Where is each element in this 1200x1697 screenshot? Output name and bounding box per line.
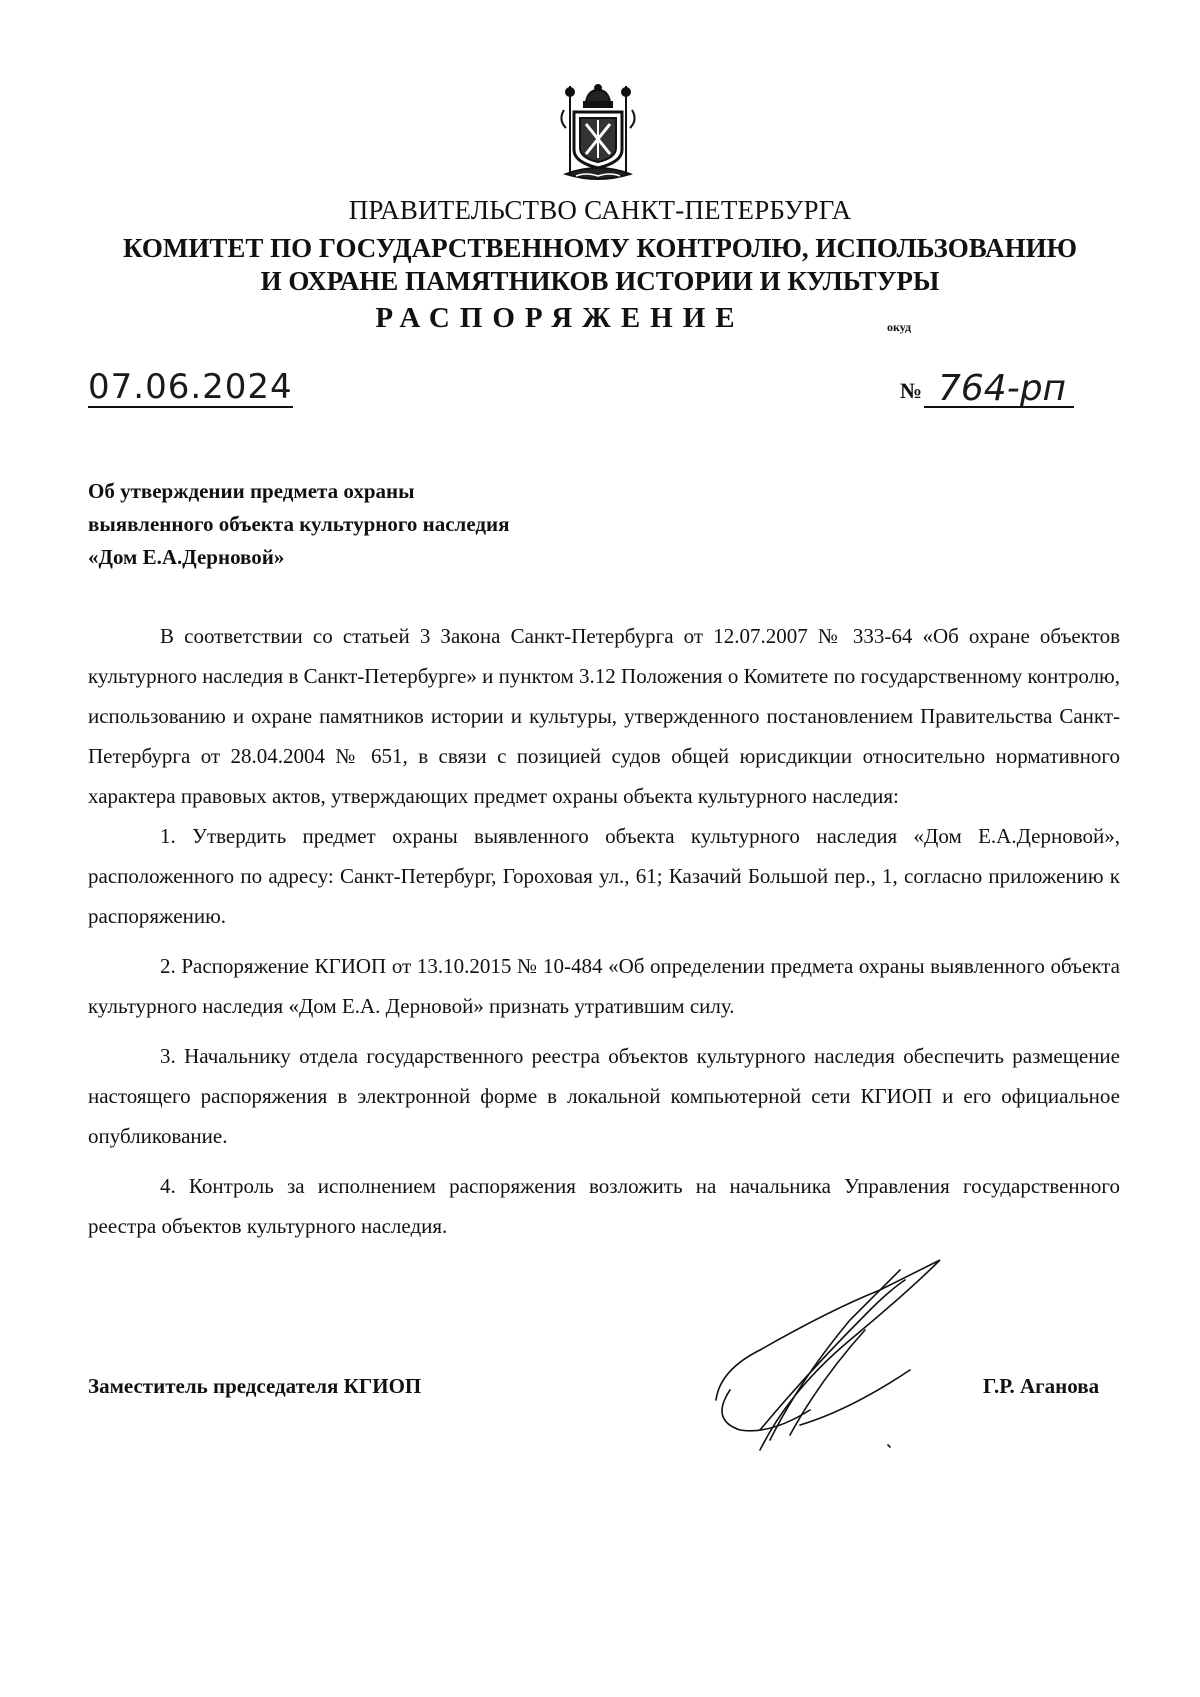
- committee-name: [0, 232, 1200, 298]
- body-item-1: 1. Утвердить предмет охраны выявленного объекта культурного наследия «Дом Е.А.Дерновой», расположенного по адресу: Санкт-Петербург, Гороховая ул., 61; Казачий Большой пер., 1, согласно приложению к распоряжению.: [88, 824, 1120, 928]
- body-item-2: 2. Распоряжение КГИОП от 13.10.2015 № 10-484 «Об определении предмета охраны выявленного объекта культурного наследия «Дом Е.А. Дерновой» признать утратившим силу.: [88, 954, 1120, 1018]
- number-sign: №: [900, 378, 923, 403]
- signer-title: Заместитель председателя КГИОП: [88, 1374, 422, 1398]
- committee-name-line1: КОМИТЕТ ПО ГОСУДАРСТВЕННОМУ КОНТРОЛЮ, ИСПОЛЬЗОВАНИЮ: [123, 233, 1077, 263]
- body-intro-paragraph: В соответствии со статьей 3 Закона Санкт-Петербурга от 12.07.2007 № 333-64 «Об охране объектов культурного наследия в Санкт-Петербурге» и пунктом 3.12 Положения о Комитете по государственному контролю, использованию и охране памятников истории и культуры, утвержденного постановлением Правительства Санкт-Петербурга от 28.04.2004 № 651, в связи с позицией судов общей юрисдикции относительно нормативного характера правовых актов, утверждающих предмет охраны объекта культурного наследия:: [88, 624, 1120, 808]
- government-name: ПРАВИТЕЛЬСТВО САНКТ-ПЕТЕРБУРГА: [348, 195, 852, 225]
- document-type: РАСПОРЯЖЕНИЕ: [375, 302, 745, 334]
- body-item-4: 4. Контроль за исполнением распоряжения возложить на начальника Управления государственного реестра объектов культурного наследия.: [88, 1174, 1120, 1238]
- document-number-block: [900, 370, 1080, 410]
- body-item-3: 3. Начальнику отдела государственного реестра объектов культурного наследия обеспечить размещение настоящего распоряжения в электронной форме в локальной компьютерной сети КГИОП и его официальное опубликование.: [88, 1044, 1120, 1148]
- document-number: 764-рп: [938, 368, 1067, 409]
- okud-label: окуд: [887, 320, 912, 334]
- handwritten-signature: [700, 1250, 960, 1470]
- subject-line2: выявленного объекта культурного наследия: [88, 512, 510, 536]
- document-body: [88, 616, 1120, 1246]
- committee-name-line2: И ОХРАНЕ ПАМЯТНИКОВ ИСТОРИИ И КУЛЬТУРЫ: [260, 266, 940, 296]
- number-underline: [924, 406, 1074, 408]
- document-date: 07.06.2024: [88, 367, 293, 407]
- signer-name: Г.Р. Аганова: [983, 1374, 1100, 1398]
- document-subject: [88, 475, 509, 574]
- coat-of-arms-icon: [556, 80, 640, 184]
- subject-line3: «Дом Е.А.Дерновой»: [88, 545, 285, 569]
- subject-line1: Об утверждении предмета охраны: [88, 479, 415, 503]
